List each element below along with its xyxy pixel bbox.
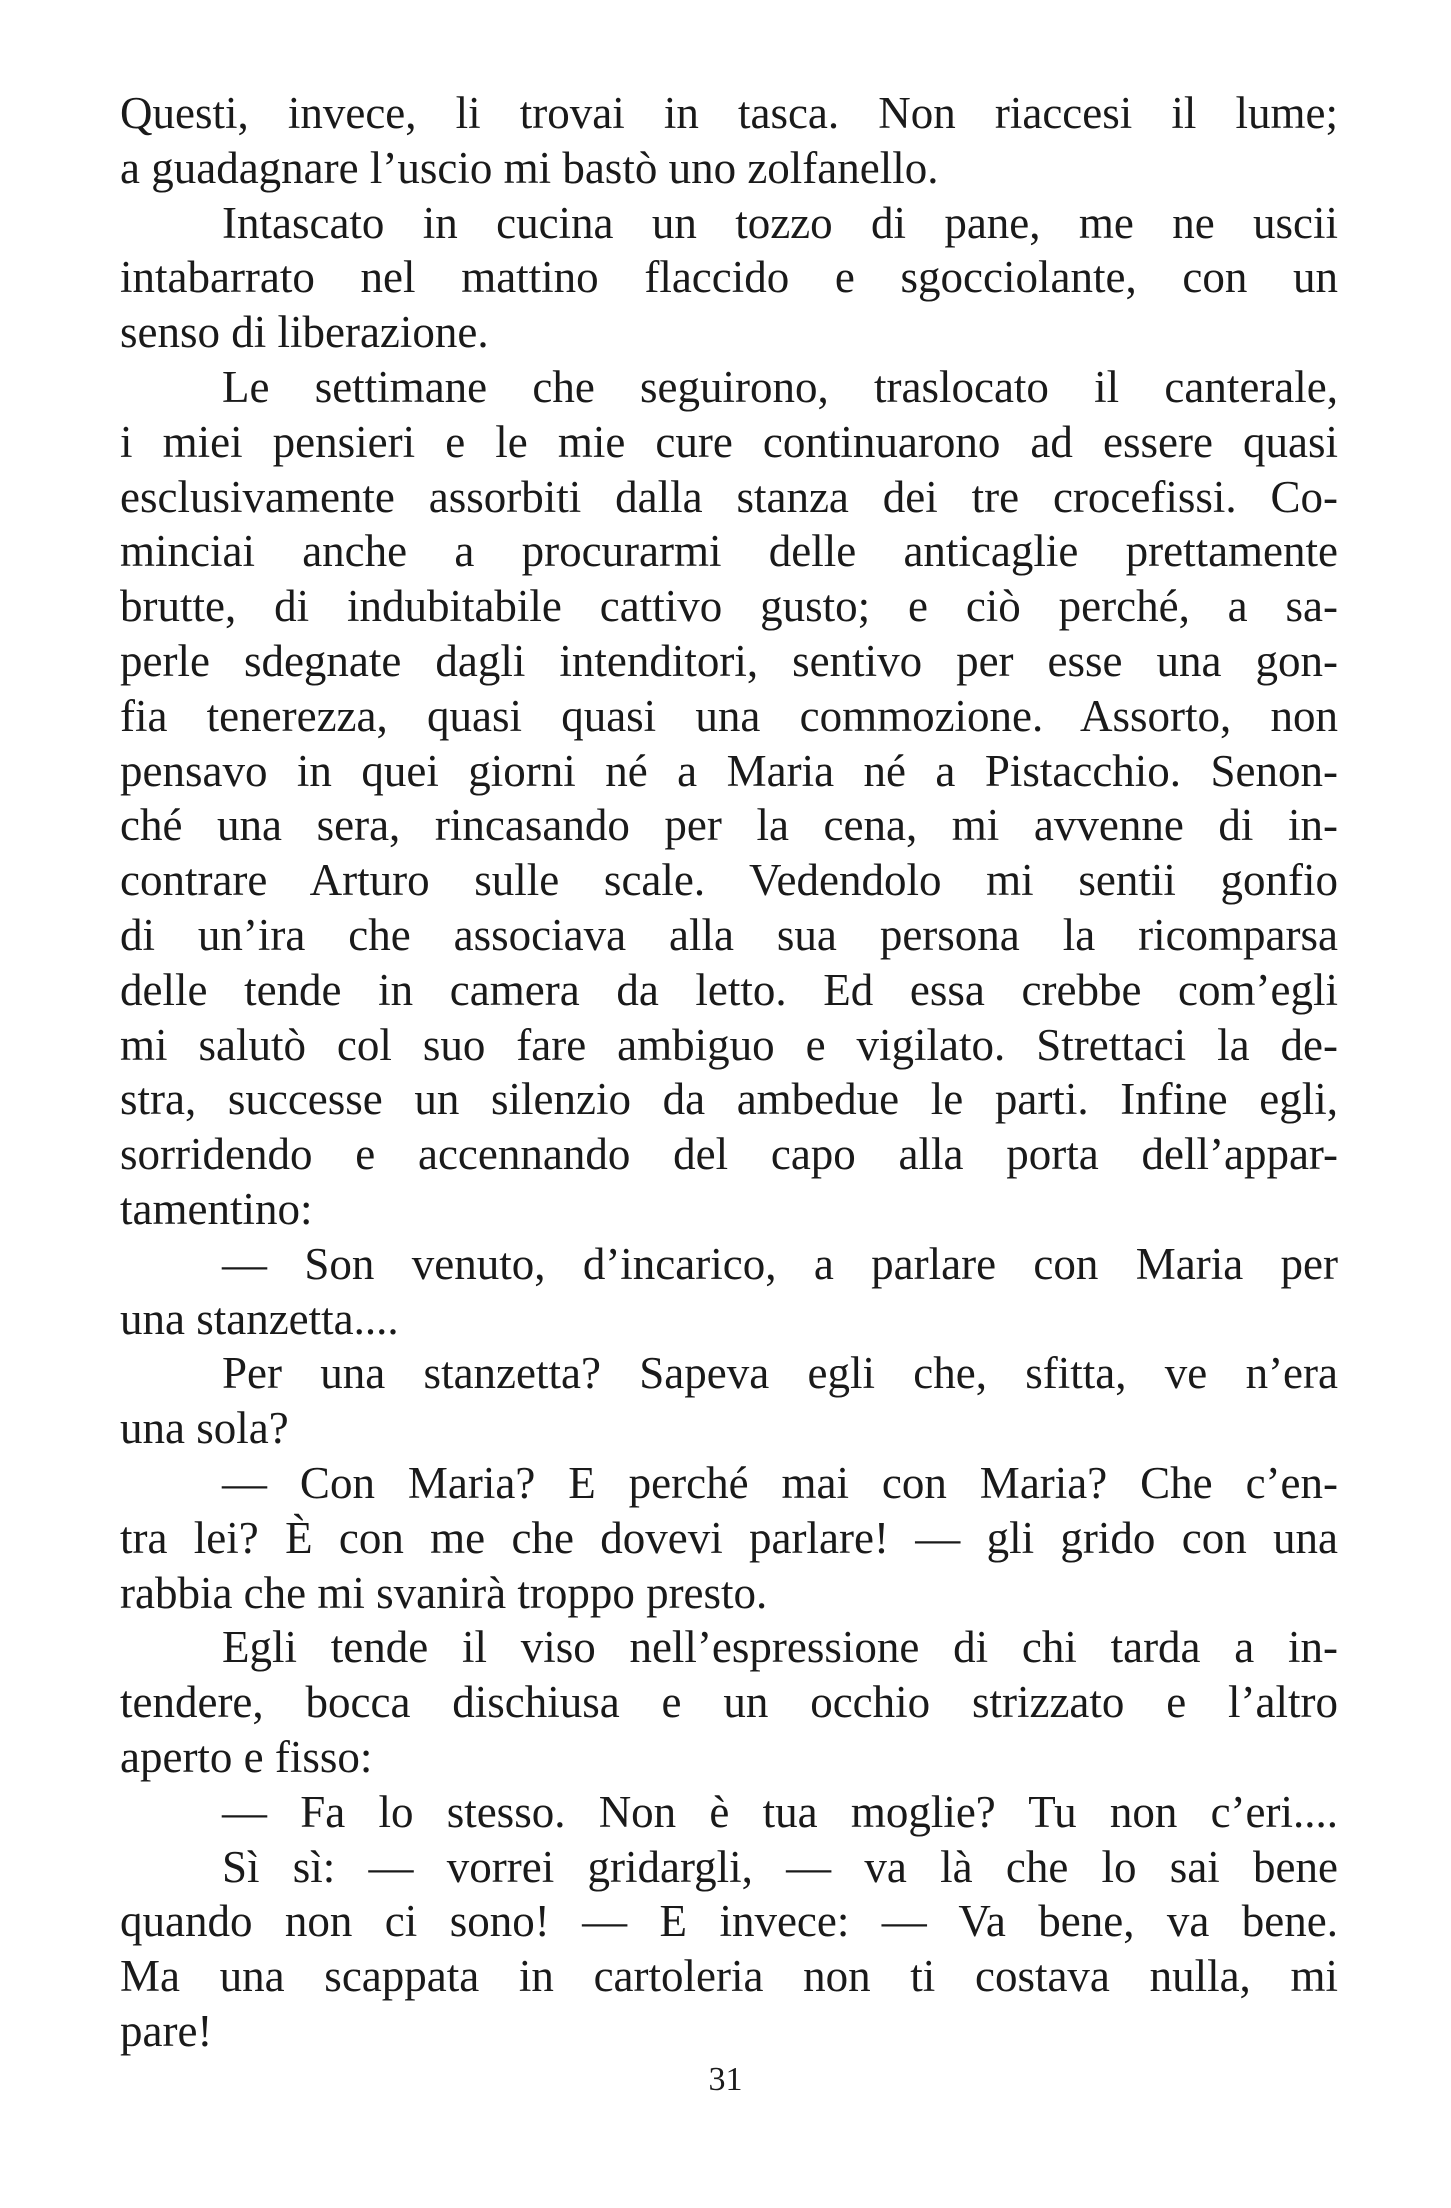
text-line-29: Egli tende il viso nell’espressione di chi tarda a in- xyxy=(222,1622,1338,1673)
text-line-16: di un’ira che associava alla sua persona la ricomparsa xyxy=(120,909,1338,960)
text-line-26: — Con Maria? E perché mai con Maria? Che c’en- xyxy=(222,1457,1338,1508)
text-line-20: sorridendo e accennando del capo alla porta dell’appar- xyxy=(120,1129,1338,1180)
text-line-34: quando non ci sono! — E invece: — Va bene, va bene. xyxy=(120,1896,1338,1947)
text-line-18: mi salutò col suo fare ambiguo e vigilato. Strettaci la de- xyxy=(120,1019,1338,1070)
text-line-4: intabarrato nel mattino flaccido e sgocciolante, con un xyxy=(120,252,1338,303)
text-line-27: tra lei? È con me che dovevi parlare! — gli grido con una xyxy=(120,1512,1338,1563)
text-line-14: ché una sera, rincasando per la cena, mi avvenne di in- xyxy=(120,800,1338,851)
text-line-3: Intascato in cucina un tozzo di pane, me ne uscii xyxy=(222,197,1338,248)
text-line-32: — Fa lo stesso. Non è tua moglie? Tu non c’eri.... xyxy=(222,1786,1338,1837)
text-line-28: rabbia che mi svanirà troppo presto. xyxy=(120,1567,768,1618)
text-line-19: stra, successe un silenzio da ambedue le parti. Infine egli, xyxy=(120,1074,1338,1125)
text-line-9: minciai anche a procurarmi delle anticaglie prettamente xyxy=(120,526,1338,577)
text-line-15: contrare Arturo sulle scale. Vedendolo mi sentii gonfio xyxy=(120,855,1338,906)
text-line-30: tendere, bocca dischiusa e un occhio strizzato e l’altro xyxy=(120,1677,1338,1728)
text-line-1: Questi, invece, li trovai in tasca. Non riaccesi il lume; xyxy=(120,88,1338,138)
text-line-22: — Son venuto, d’incarico, a parlare con Maria per xyxy=(222,1238,1338,1289)
text-line-2: a guadagnare l’uscio mi bastò uno zolfanello. xyxy=(120,142,939,193)
text-line-33: Sì sì: — vorrei gridargli, — va là che lo sai bene xyxy=(222,1841,1338,1892)
text-line-17: delle tende in camera da letto. Ed essa crebbe com’egli xyxy=(120,964,1338,1015)
text-line-12: fia tenerezza, quasi quasi una commozione. Assorto, non xyxy=(120,690,1338,741)
text-line-21: tamentino: xyxy=(120,1183,313,1234)
text-line-24: Per una stanzetta? Sapeva egli che, sfitta, ve n’era xyxy=(222,1348,1338,1399)
text-line-23: una stanzetta.... xyxy=(120,1293,399,1344)
text-line-11: perle sdegnate dagli intenditori, sentivo per esse una gon- xyxy=(120,635,1338,686)
text-line-36: pare! xyxy=(120,2005,213,2056)
text-line-6: Le settimane che seguirono, traslocato il canterale, xyxy=(222,361,1338,412)
text-line-8: esclusivamente assorbiti dalla stanza dei tre crocefissi. Co- xyxy=(120,471,1338,522)
text-line-13: pensavo in quei giorni né a Maria né a Pistacchio. Senon- xyxy=(120,745,1338,796)
text-line-31: aperto e fisso: xyxy=(120,1731,373,1782)
text-line-5: senso di liberazione. xyxy=(120,307,489,358)
text-line-25: una sola? xyxy=(120,1403,289,1454)
text-line-35: Ma una scappata in cartoleria non ti costava nulla, mi xyxy=(120,1951,1338,2002)
text-line-10: brutte, di indubitabile cattivo gusto; e ciò perché, a sa- xyxy=(120,581,1338,632)
page-number: 31 xyxy=(708,2061,743,2098)
body-text xyxy=(120,86,1338,2059)
text-line-7: i miei pensieri e le mie cure continuarono ad essere quasi xyxy=(120,416,1338,467)
